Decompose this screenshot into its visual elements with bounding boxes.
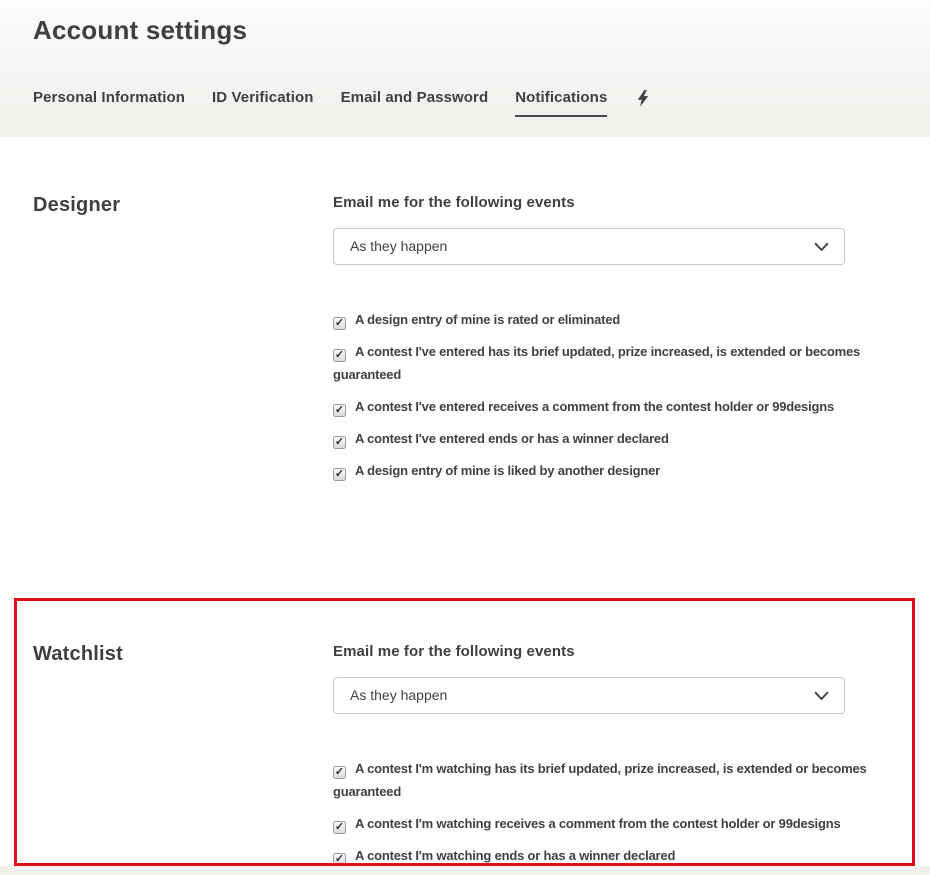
designer-frequency-select[interactable] [333, 228, 845, 265]
lightning-bolt-icon[interactable] [637, 88, 649, 112]
check-icon: ✓ [334, 468, 345, 480]
designer-frequency-value: As they happen [350, 238, 448, 254]
notification-option [333, 459, 893, 482]
check-icon: ✓ [334, 317, 345, 329]
chevron-down-icon [813, 238, 830, 255]
option-label: A contest I've entered has its brief updated, prize increased, is extended or becomes guaranteed [333, 344, 861, 382]
watchlist-frequency-select[interactable] [333, 677, 845, 714]
notification-option [333, 395, 893, 418]
checkbox[interactable] [333, 317, 346, 330]
watchlist-frequency-value: As they happen [350, 687, 448, 703]
chevron-down-icon [813, 687, 830, 704]
tab-notifications[interactable]: Notifications [515, 88, 607, 117]
check-icon: ✓ [334, 821, 345, 833]
page-title: Account settings [33, 15, 248, 45]
designer-section-heading: Designer [33, 194, 121, 216]
check-icon: ✓ [334, 766, 345, 778]
option-label: A contest I'm watching receives a comment from the contest holder or 99designs [355, 816, 841, 831]
tab-personal-information[interactable]: Personal Information [33, 89, 186, 106]
checkbox[interactable] [333, 821, 346, 834]
notification-option [333, 812, 893, 835]
checkbox[interactable] [333, 468, 346, 481]
option-label: A contest I'm watching ends or has a winner declared [355, 848, 676, 863]
tab-email-and-password[interactable]: Email and Password [340, 89, 489, 106]
watchlist-options-list [333, 757, 893, 867]
checkbox[interactable] [333, 349, 346, 362]
option-label: A contest I've entered ends or has a winner declared [355, 431, 669, 446]
page-bottom-edge [0, 866, 930, 875]
section-designer [33, 137, 897, 491]
tab-bar [33, 88, 897, 117]
tab-id-verification[interactable]: ID Verification [212, 89, 314, 106]
checkbox[interactable] [333, 436, 346, 449]
option-label: A design entry of mine is rated or eliminated [355, 312, 621, 327]
check-icon: ✓ [334, 853, 345, 865]
page-header [0, 0, 930, 137]
notification-option [333, 308, 893, 331]
section-watchlist [33, 599, 897, 875]
checkbox[interactable] [333, 853, 346, 866]
check-icon: ✓ [334, 349, 345, 361]
option-label: A contest I've entered receives a comment from the contest holder or 99designs [355, 399, 834, 414]
notification-option [333, 427, 893, 450]
check-icon: ✓ [334, 404, 345, 416]
option-label: A design entry of mine is liked by another designer [355, 463, 660, 478]
designer-email-events-label: Email me for the following events [333, 194, 575, 211]
checkbox[interactable] [333, 766, 346, 779]
checkbox[interactable] [333, 404, 346, 417]
watchlist-email-events-label: Email me for the following events [333, 643, 575, 660]
check-icon: ✓ [334, 436, 345, 448]
designer-options-list [333, 308, 893, 482]
watchlist-section-heading: Watchlist [33, 643, 123, 665]
notification-option [333, 757, 893, 803]
notification-option [333, 340, 893, 386]
option-label: A contest I'm watching has its brief updated, prize increased, is extended or becomes guaranteed [333, 761, 867, 799]
main-content [0, 137, 930, 875]
notification-option [333, 844, 893, 867]
